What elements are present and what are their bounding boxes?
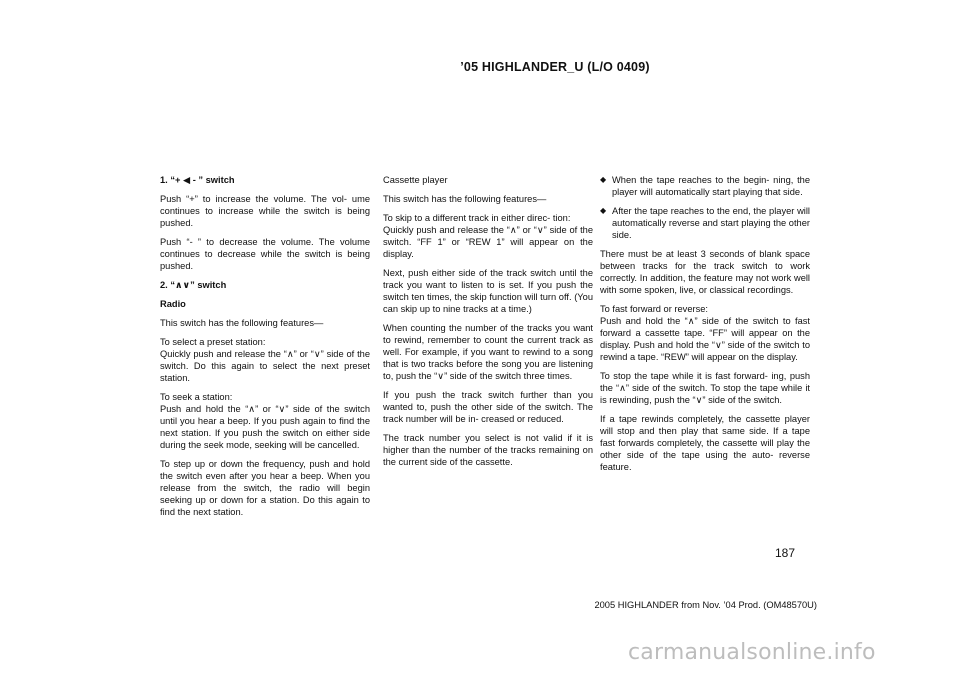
paragraph: When counting the number of the tracks you want to rewind, remember to count the current track as well. For example, if you want to rewind to a song that is two tracks before the song you are listening to, push the “∨” side of the switch three times. <box>383 323 593 381</box>
paragraph: If you push the track switch further than you wanted to, push the other side of the switch. The track number will be in- creased or reduced. <box>383 390 593 424</box>
diamond-bullet-icon: ◆ <box>600 206 607 215</box>
page-number: 187 <box>775 546 796 560</box>
subheading-radio: Radio <box>160 299 186 309</box>
paragraph <box>383 212 593 260</box>
bullet-text: When the tape reaches to the begin- ning, the player will automatically start playing that side. <box>612 175 810 197</box>
subheading-cassette-player: Cassette player <box>383 175 448 185</box>
instruction-label: To select a preset station: <box>160 337 266 347</box>
bullet-item <box>600 174 810 198</box>
diamond-bullet-icon: ◆ <box>600 175 607 184</box>
paragraph <box>160 391 370 451</box>
watermark: carmanualsonline.info <box>628 640 876 665</box>
paragraph <box>160 336 370 384</box>
paragraph: If a tape rewinds completely, the cassette player will stop and then play that same side. If a tape fast forwards completely, the cassette will play the other side of the tape using the auto- reverse feature. <box>600 414 810 472</box>
instruction-label: To skip to a different track in either direc- tion: <box>383 213 571 223</box>
instruction-text: Quickly push and release the “∧” or “∨” side of the switch. “FF 1” or “REW 1” will appear on the display. <box>383 225 593 259</box>
instruction-text: Push and hold the “∧” side of the switch to fast forward a cassette tape. “FF” will appear on the display. Push and hold the “∨” side of the switch to rewind a tape. “REW” will appear on the display. <box>600 316 810 362</box>
paragraph: To stop the tape while it is fast forward- ing, push the “∧” side of the switch. To stop the tape while it is rewinding, push the “∨” side of the switch. <box>600 371 810 405</box>
paragraph: To step up or down the frequency, push and hold the switch even after you hear a beep. When you release from the switch, the radio will begin seeking up or down for a station. Do this again to find the next station. <box>160 459 370 517</box>
paragraph: This switch has the following features— <box>160 318 324 328</box>
paragraph: There must be at least 3 seconds of blank space between tracks for the track switch to work correctly. In addition, the feature may not work well with some spoken, live, or classical recordings. <box>600 249 810 295</box>
instruction-label: To seek a station: <box>160 392 233 402</box>
paragraph <box>600 303 810 363</box>
instruction-label: To fast forward or reverse: <box>600 304 708 314</box>
document-header: ’05 HIGHLANDER_U (L/O 0409) <box>460 60 650 74</box>
paragraph: Push “+” to increase the volume. The vol- ume continues to increase while the switch is being pushed. <box>160 194 370 228</box>
column-right <box>600 174 810 480</box>
paragraph: Next, push either side of the track switch until the track you want to listen to is set. If you push the switch ten times, the skip function will turn off. (You can skip up to nine tracks at a time.) <box>383 268 593 314</box>
column-left <box>160 174 370 525</box>
bullet-item <box>600 205 810 241</box>
paragraph: The track number you select is not valid if it is higher than the number of the tracks remaining on the current side of the cassette. <box>383 433 593 467</box>
section-heading-up-down-switch: 2. “∧∨” switch <box>160 280 227 290</box>
section-heading-volume-switch: 1. “+ ◀ - ” switch <box>160 175 235 185</box>
paragraph: Push “- ” to decrease the volume. The volume continues to decrease while the switch is being pushed. <box>160 237 370 271</box>
instruction-text: Quickly push and release the “∧” or “∨” side of the switch. Do this again to select the next preset station. <box>160 349 370 383</box>
document-footer: 2005 HIGHLANDER from Nov. ’04 Prod. (OM48570U) <box>594 600 817 610</box>
bullet-text: After the tape reaches to the end, the player will automatically reverse and start playing the other side. <box>612 206 810 240</box>
instruction-text: Push and hold the “∧” or “∨” side of the switch until you hear a beep. If you push again to find the next station. If you push the switch on either side during the seek mode, seeking will be cancelled. <box>160 404 370 450</box>
column-middle <box>383 174 593 475</box>
paragraph: This switch has the following features— <box>383 194 547 204</box>
